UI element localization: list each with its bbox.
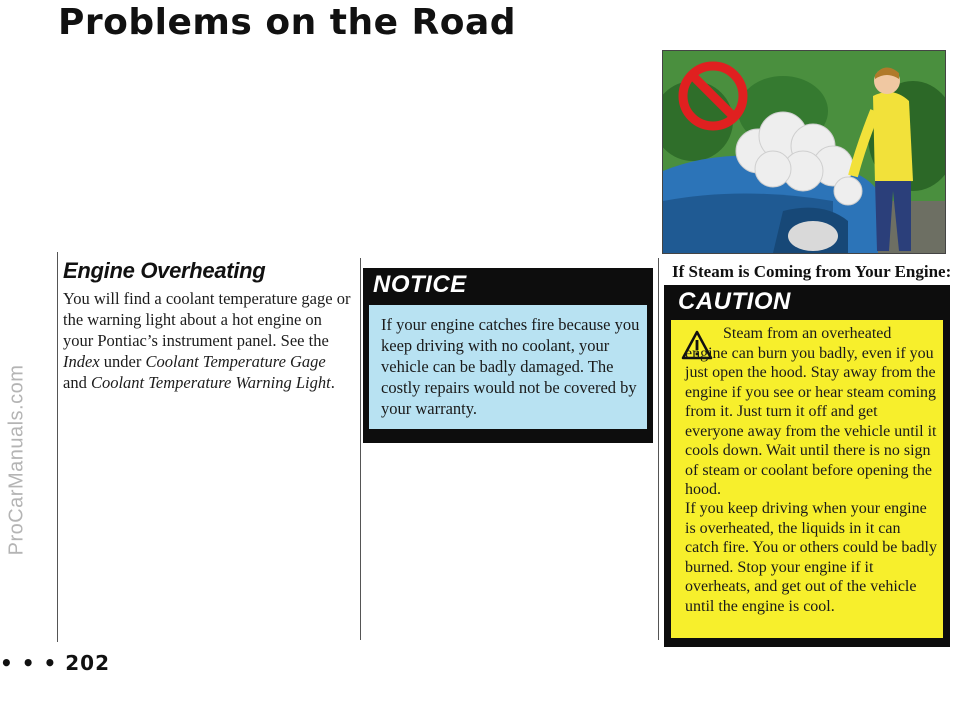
body-text-part: under <box>99 352 146 371</box>
notice-title: NOTICE <box>373 271 467 298</box>
steam-heading: If Steam is Coming from Your Engine: <box>672 262 952 281</box>
page-dots: • • • <box>0 651 58 675</box>
column-divider-right <box>658 258 659 640</box>
page-number <box>0 651 110 675</box>
page-title: Problems on the Road <box>58 2 517 43</box>
caution-paragraph-2: If you keep driving when your engine is overheated, the liquids in it can catch fire. You or others could be badly burned. Stop your engine if it overheats, and get out of the vehicle until the engine is cool. <box>685 500 937 615</box>
coolant-warning-light-reference: Coolant Temperature Warning Light <box>90 373 331 392</box>
caution-box <box>664 285 950 647</box>
notice-content <box>369 305 647 429</box>
body-text-part: . <box>330 373 335 392</box>
engine-overheating-text <box>63 288 353 393</box>
page-number-value: 202 <box>65 651 110 675</box>
index-reference: Index <box>63 352 100 371</box>
column-divider-middle <box>360 258 361 640</box>
caution-title: CAUTION <box>678 288 791 315</box>
steam-illustration <box>662 50 946 254</box>
section-heading: Engine Overheating <box>63 258 266 283</box>
steam-scene-image <box>663 51 945 253</box>
notice-box <box>363 268 653 443</box>
body-text-part: and <box>63 373 91 392</box>
notice-text: If your engine catches fire because you keep driving with no coolant, your vehicle can be badly damaged. The costly repairs would not be covered by your warranty. <box>381 315 640 418</box>
watermark-text: ProCarManuals.com <box>5 364 28 556</box>
caution-paragraph-1: Steam from an overheated engine can burn you badly, even if you just open the hood. Stay away from the engine if you see or hear steam coming from it. Just turn it off and get everyone away from the vehicle until it cools down. Wait until there is no sign of steam or coolant before opening the hood. <box>685 325 937 498</box>
side-watermark <box>4 250 30 670</box>
column-divider-left <box>57 252 58 642</box>
caution-content <box>671 320 943 638</box>
coolant-gage-reference: Coolant Temperature Gage <box>145 352 326 371</box>
body-text-part: You will find a coolant temperature gage or the warning light about a hot engine on your Pontiac’s instrument panel. See the <box>63 289 351 350</box>
